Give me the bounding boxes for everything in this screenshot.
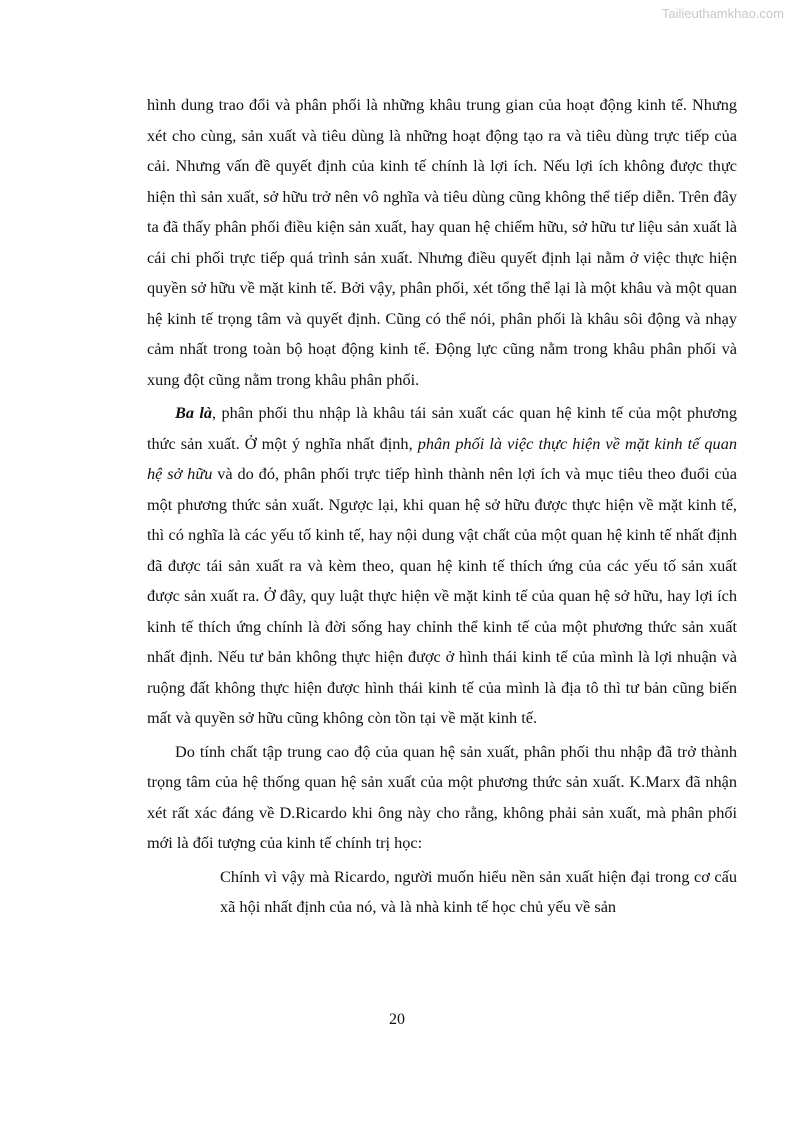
page-body: [147, 90, 737, 923]
paragraph-2: [147, 398, 737, 734]
paragraph-2-italic: phân phối là việc thực hiện về mặt kinh tế quan hệ sở hữu: [147, 433, 737, 483]
paragraph-3: Do tính chất tập trung cao độ của quan hệ sản xuất, phân phối thu nhập đã trở thành trọng tâm của hệ thống quan hệ sản xuất của một phương thức sản xuất. K.Marx đã nhận xét rất xác đáng về D.Ricardo khi ông này cho rằng, không phải sản xuất, mà phân phối mới là đối tượng của kinh tế chính trị học:: [147, 741, 737, 852]
paragraph-2-lead: Ba là: [175, 403, 213, 422]
paragraph-1: hình dung trao đổi và phân phối là những khâu trung gian của hoạt động kinh tế. Nhưng xét cho cùng, sản xuất và tiêu dùng là những hoạt động tạo ra và tiêu dùng trực tiếp của cải. Nhưng vấn đề quyết định của kinh tế chính là lợi ích. Nếu lợi ích không được thực hiện thì sản xuất, sở hữu trở nên vô nghĩa và tiêu dùng cũng không thể tiếp diễn. Trên đây ta đã thấy phân phối điều kiện sản xuất, hay quan hệ chiếm hữu, sở hữu tư liệu sản xuất là cái chi phối trực tiếp quá trình sản xuất. Nhưng điều quyết định lại nằm ở việc thực hiện quyền sở hữu về mặt kinh tế. Bởi vậy, phân phối, xét tổng thể lại là một khâu và một quan hệ kinh tế trọng tâm và quyết định. Cũng có thể nói, phân phối là khâu sôi động và nhạy cảm nhất trong toàn bộ hoạt động kinh tế. Động lực cũng nằm trong khâu phân phối và xung đột cũng nằm trong khâu phân phối.: [147, 95, 737, 389]
paragraph-2-text-1: , phân phối thu nhập là khâu tái sản xuất các quan hệ kinh tế của một phương thức sản xuất. Ở một ý nghĩa nhất định,: [147, 403, 737, 453]
watermark: Tailieuthamkhao.com: [661, 6, 784, 21]
paragraph-2-text-2: và do đó, phân phối trực tiếp hình thành nên lợi ích và mục tiêu theo đuổi của một phương thức sản xuất. Ngược lại, khi quan hệ sở hữu được thực hiện về mặt kinh tế, thì có nghĩa là các yếu tố kinh tế, hay nội dung vật chất của một quan hệ kinh tế nhất định đã được tái sản xuất ra và kèm theo, quan hệ kinh tế thích ứng của các yếu tố sản xuất được sản xuất ra. Ở đây, quy luật thực hiện về mặt kinh tế của quan hệ sở hữu, hay lợi ích kinh tế thích ứng chính là đời sống hay chỉnh thể kinh tế của một phương thức sản xuất nhất định. Nếu tư bản không thực hiện được ở hình thái kinh tế của mình là lợi nhuận và ruộng đất không thực hiện được hình thái kinh tế của mình là địa tô thì tư bản cũng biến mất và quyền sở hữu cũng không còn tồn tại về mặt kinh tế.: [147, 464, 737, 727]
page-number: 20: [389, 1011, 405, 1028]
block-quote: Chính vì vậy mà Ricardo, người muốn hiểu nền sản xuất hiện đại trong cơ cấu xã hội nhất định của nó, và là nhà kinh tế học chủ yếu về sản: [220, 866, 737, 916]
